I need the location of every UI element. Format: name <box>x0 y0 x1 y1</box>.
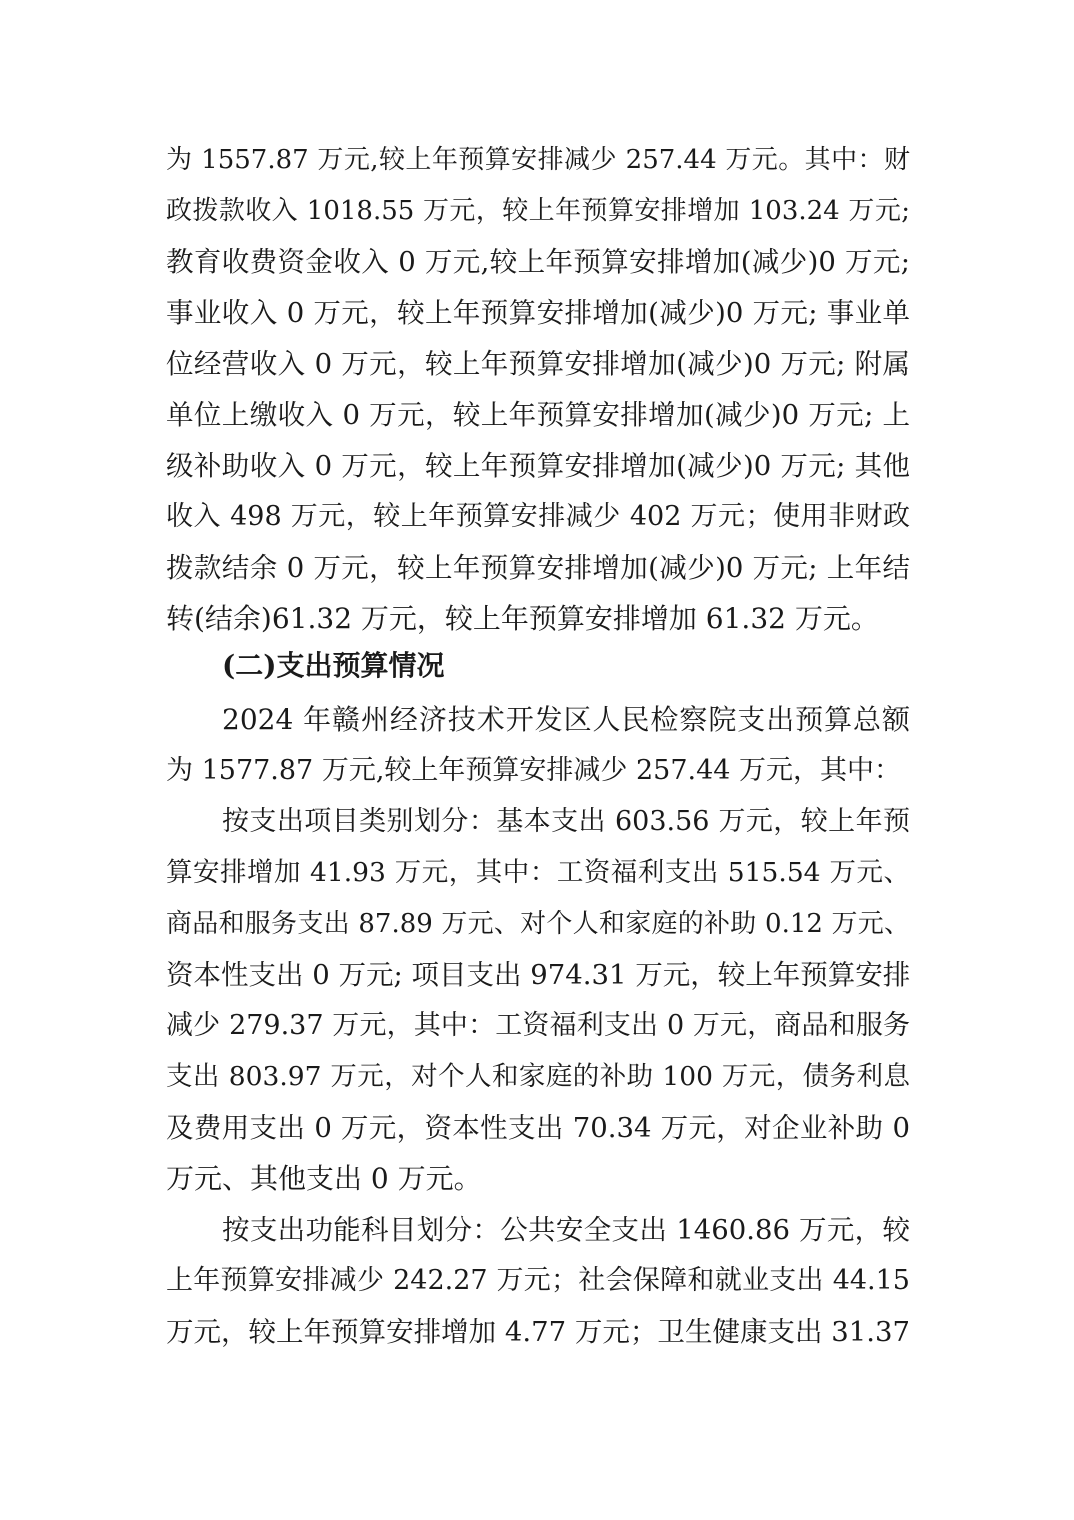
text-line: 事业收入 0 万元，较上年预算安排增加(减少)0 万元; 事业单 <box>166 297 910 329</box>
text-line: 转(结余)61.32 万元，较上年预算安排增加 61.32 万元。 <box>166 602 879 635</box>
text-line: 资本性支出 0 万元; 项目支出 974.31 万元，较上年预算安排 <box>166 959 911 991</box>
text-line: 商品和服务支出 87.89 万元、对个人和家庭的补助 0.12 万元、 <box>166 909 910 939</box>
text-line: 为 1557.87 万元,较上年预算安排减少 257.44 万元。其中：财 <box>166 145 910 175</box>
text-line: 万元，较上年预算安排增加 4.77 万元；卫生健康支出 31.37 <box>166 1316 910 1348</box>
text-line: 及费用支出 0 万元，资本性支出 70.34 万元，对企业补助 0 <box>166 1112 910 1144</box>
text-line: 按支出功能科目划分：公共安全支出 1460.86 万元，较 <box>222 1214 910 1246</box>
text-line: 拨款结余 0 万元，较上年预算安排增加(减少)0 万元; 上年结 <box>166 552 910 584</box>
text-line: 级补助收入 0 万元，较上年预算安排增加(减少)0 万元; 其他 <box>166 450 910 482</box>
text-line: 单位上缴收入 0 万元，较上年预算安排增加(减少)0 万元; 上 <box>166 399 910 431</box>
text-line: 位经营收入 0 万元，较上年预算安排增加(减少)0 万元; 附属 <box>166 348 910 380</box>
text-line: 减少 279.37 万元，其中：工资福利支出 0 万元，商品和服务 <box>166 1010 910 1041</box>
text-line: 按支出项目类别划分：基本支出 603.56 万元，较上年预 <box>222 806 910 837</box>
text-line: 支出 803.97 万元，对个人和家庭的补助 100 万元，债务利息 <box>166 1061 910 1092</box>
text-line: 2024 年赣州经济技术开发区人民检察院支出预算总额 <box>222 703 910 736</box>
text-line: 为 1577.87 万元,较上年预算安排减少 257.44 万元，其中： <box>166 755 902 786</box>
section-heading: (二)支出预算情况 <box>222 649 445 682</box>
text-line: 万元、其他支出 0 万元。 <box>166 1162 482 1195</box>
text-line: 上年预算安排减少 242.27 万元；社会保障和就业支出 44.15 <box>166 1265 910 1296</box>
text-line: 算安排增加 41.93 万元，其中：工资福利支出 515.54 万元、 <box>166 857 910 888</box>
text-line: 政拨款收入 1018.55 万元，较上年预算安排增加 103.24 万元; <box>166 196 910 226</box>
text-line: 收入 498 万元，较上年预算安排减少 402 万元；使用非财政 <box>166 501 910 532</box>
text-line: 教育收费资金收入 0 万元,较上年预算安排增加(减少)0 万元; <box>166 246 910 278</box>
